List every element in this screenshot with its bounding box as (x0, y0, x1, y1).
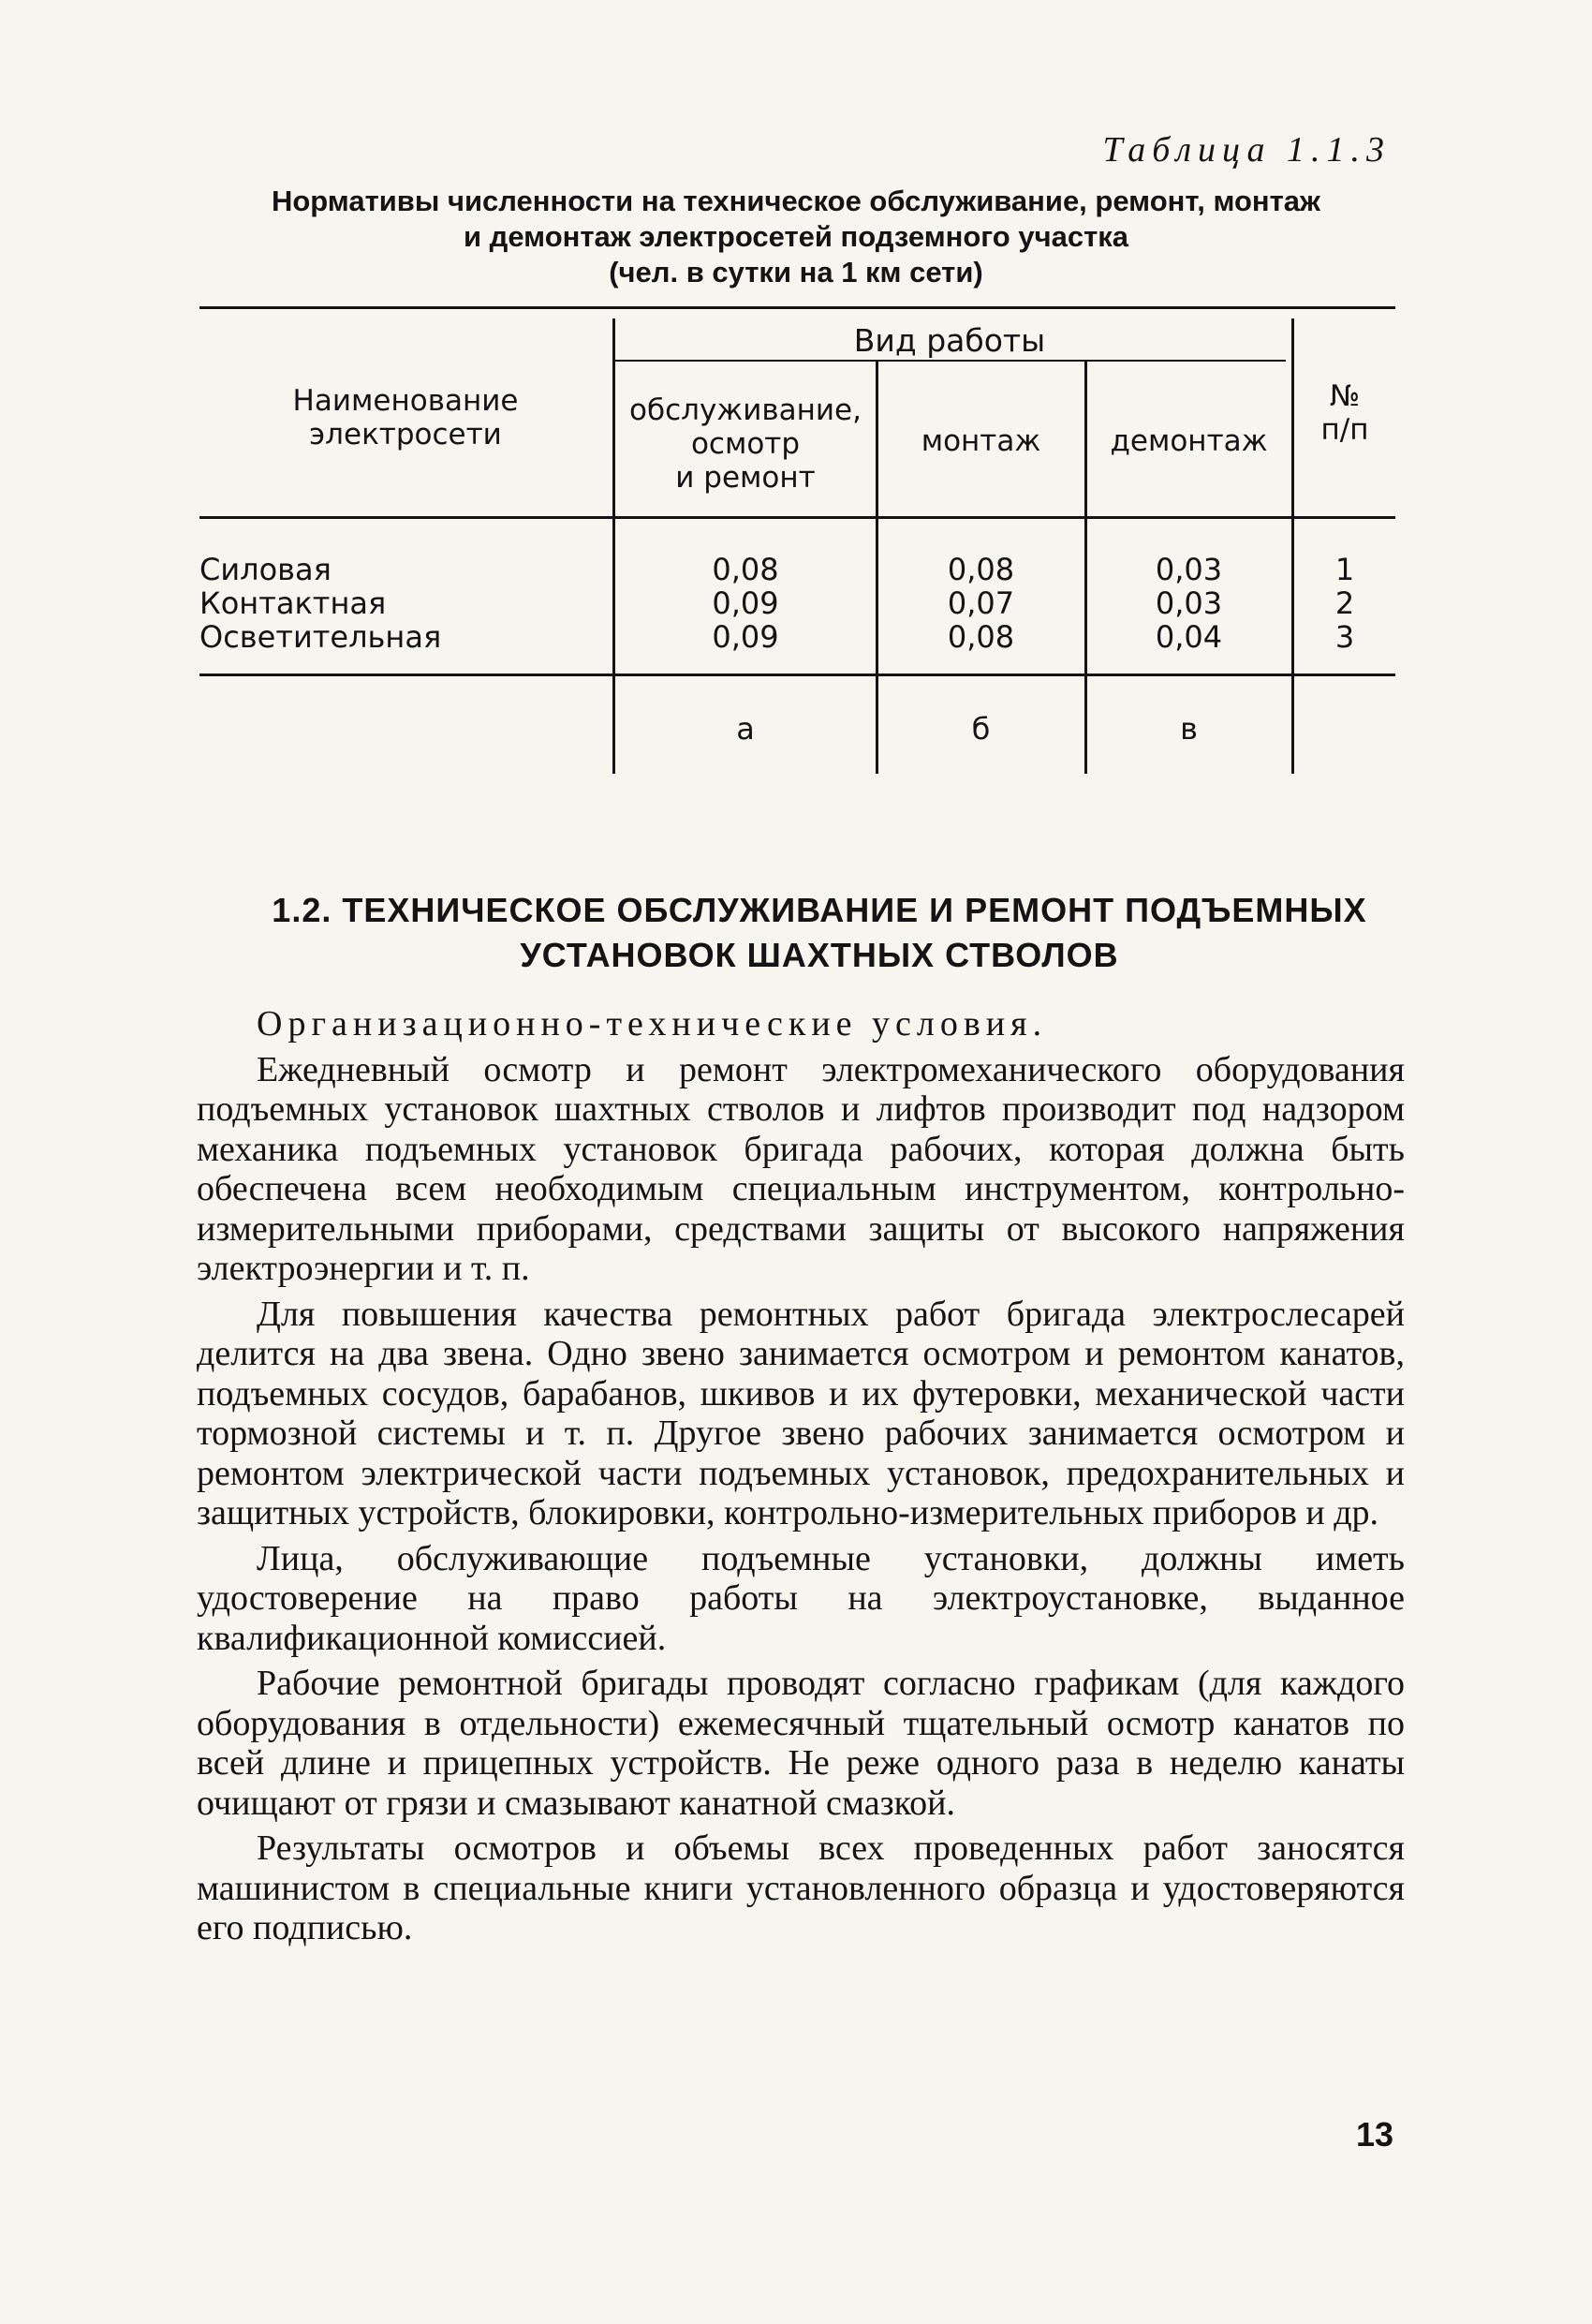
table-cell: Контактная (199, 585, 387, 621)
header-service: обслуживание, осмотр и ремонт (629, 393, 862, 495)
column-letter: а (736, 711, 755, 747)
header-number: № п/п (1320, 379, 1369, 447)
paragraph: Рабочие ремонтной бригады проводят согласно графикам (для каждого оборудования в отдельности) ежемесячный тщательный осмотр канатов по всей длине и прицепных устройств. Не реже одного раза в неделю канаты очищают от грязи и смазывают канатной смазкой. (197, 1664, 1405, 1823)
column-divider (612, 318, 615, 774)
install-column (878, 553, 1083, 654)
table-cell: 0,03 (1155, 552, 1223, 587)
table-cell: 0,09 (712, 619, 779, 655)
table-cell: 0,08 (947, 552, 1015, 587)
table-title-line: Нормативы численности на техническое обслуживание, ремонт, монтаж (271, 185, 1321, 217)
table-cell: 3 (1334, 619, 1355, 655)
section-title-line: 1.2. ТЕХНИЧЕСКОЕ ОБСЛУЖИВАНИЕ И РЕМОНТ ПОДЪЕМНЫХ (272, 891, 1367, 929)
column-letter: б (971, 711, 991, 747)
table-cell: 0,04 (1155, 619, 1223, 655)
section-title (215, 888, 1423, 978)
table-cell: 0,08 (712, 552, 779, 587)
table-title-line: и демонтаж электросетей подземного участка (463, 220, 1129, 253)
table-cell: 0,07 (947, 585, 1015, 621)
table-title-line: (чел. в сутки на 1 км сети) (609, 256, 983, 289)
table-cell: 2 (1334, 585, 1355, 621)
header-bottom-rule (199, 516, 1395, 519)
table-top-rule (199, 306, 1395, 309)
table-cell: 0,08 (947, 619, 1015, 655)
paragraph: Лица, обслуживающие подъемные установки, должны иметь удостоверение на право работы на электроустановке, выданное квалификационной комиссией. (197, 1538, 1405, 1658)
header-name: Наименование электросети (292, 384, 519, 451)
paragraph: Ежедневный осмотр и ремонт электромеханического оборудования подъемных установок шахтных стволов и лифтов производит под надзором механика подъемных установок бригада рабочих, которая должна быть обеспечена всем необходимым специальным инструментом, контрольно-измерительными приборами, средствами защиты от высокого напряжения электроэнергии и т. п. (197, 1049, 1405, 1288)
group-header-rule (613, 360, 1286, 362)
number-column (1294, 553, 1395, 654)
dismantle-column (1087, 553, 1290, 654)
header-group-work-type: Вид работы (853, 322, 1046, 359)
section-subheading: Организационно-технические условия. (257, 1004, 1048, 1044)
body-bottom-rule (199, 674, 1395, 676)
column-letter: в (1180, 711, 1198, 747)
header-install: монтаж (921, 424, 1041, 458)
paragraph: Результаты осмотров и объемы всех проведенных работ заносятся машинистом в специальные книги установленного образца и удостоверяются его подписью. (197, 1828, 1405, 1947)
table-cell: Силовая (199, 552, 332, 587)
section-body (197, 1004, 1405, 1948)
row-names (199, 553, 441, 654)
table-cell: 0,09 (712, 585, 779, 621)
header-dismantle: демонтаж (1110, 424, 1268, 458)
table-title (197, 184, 1395, 290)
paragraph: Для повышения качества ремонтных работ бригада электрослесарей делится на два звена. Одно звено занимается осмотром и ремонтом канатов, подъемных сосудов, барабанов, шкивов и их футеровки, механической части тормозной системы и т. п. Другое звено рабочих занимается осмотром и ремонтом электрической части подъемных установок, предохранительных и защитных устройств, блокировки, контрольно-измерительных приборов и др. (197, 1294, 1405, 1532)
service-column (616, 553, 875, 654)
section-title-line: УСТАНОВОК ШАХТНЫХ СТВОЛОВ (520, 936, 1119, 974)
table-cell: Осветительная (199, 619, 442, 655)
table-cell: 0,03 (1155, 585, 1223, 621)
table-cell: 1 (1334, 552, 1355, 587)
page-number: 13 (1355, 2115, 1393, 2154)
table-label: Таблица 1.1.3 (1102, 130, 1391, 170)
